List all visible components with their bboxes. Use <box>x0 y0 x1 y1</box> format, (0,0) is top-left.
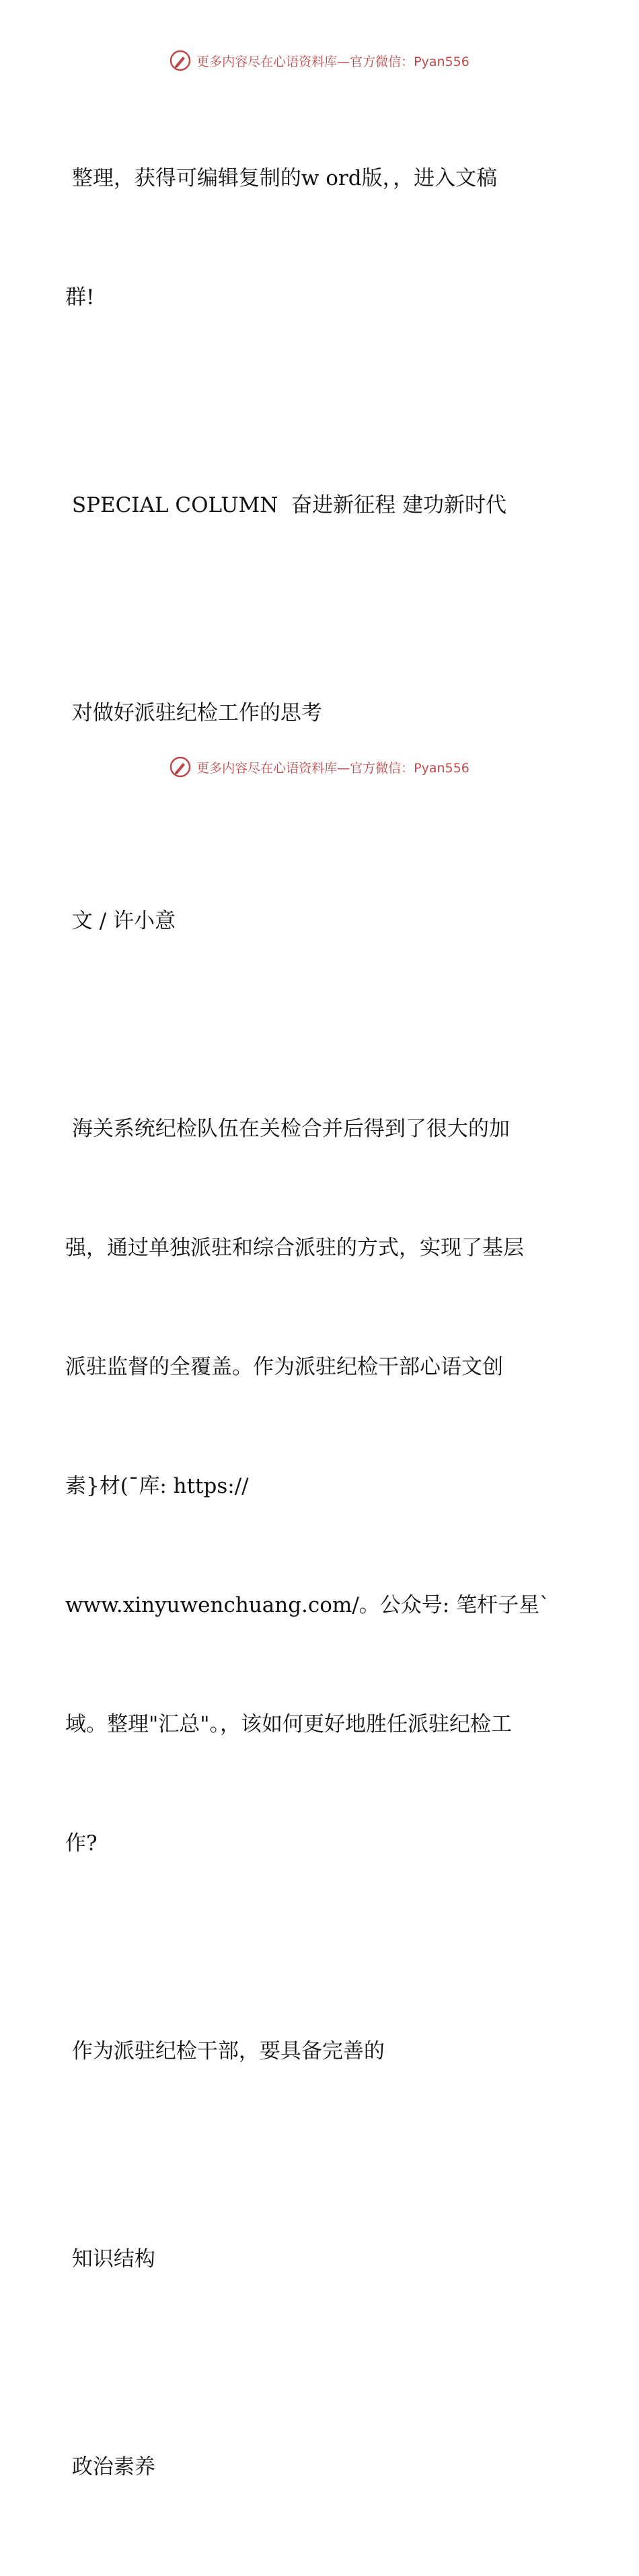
body-paragraph-2 <box>65 1952 576 2151</box>
paragraph-line: 强，通过单独派驻和综合派驻的方式，实现了基层 <box>65 1236 524 1260</box>
author-line: 文 / 许小意 <box>65 909 176 933</box>
body-paragraph-1 <box>65 1030 576 1943</box>
intro-paragraph <box>65 79 576 397</box>
document-body <box>65 79 576 2576</box>
column-line: SPECIAL COLUMN 奋进新征程 建功新时代 <box>65 493 506 517</box>
header-banner-text: 更多内容尽在心语资料库—官方微信：Pyan556 <box>196 54 469 69</box>
article-title <box>65 614 576 813</box>
paragraph-line: 作为派驻纪检干部，要具备完善的 <box>65 2039 385 2063</box>
intro-line: 整理，获得可编辑复制的w ord版，，进入文稿 <box>65 166 498 190</box>
paragraph-line: 政治素养 <box>65 2455 155 2479</box>
header-banner <box>0 47 639 74</box>
paragraph-line: 域。整理"汇总"。，该如何更好地胜任派驻纪检工 <box>65 1712 513 1736</box>
pen-logo-icon <box>170 50 191 71</box>
paragraph-line: 派驻监督的全覆盖。作为派驻纪检干部心语文创 <box>65 1355 503 1379</box>
section-heading-politics <box>65 2368 576 2567</box>
intro-line: 群! <box>65 285 95 309</box>
author-byline <box>65 822 576 1021</box>
pen-logo-icon <box>170 756 191 778</box>
paragraph-line: 作? <box>65 1831 98 1855</box>
column-label <box>65 406 576 605</box>
title-line: 对做好派驻纪检工作的思考 <box>65 701 322 725</box>
paragraph-line: 素}材(¯库: https:// <box>65 1474 249 1498</box>
section-heading-knowledge <box>65 2160 576 2359</box>
footer-banner-text: 更多内容尽在心语资料库—官方微信：Pyan556 <box>196 760 469 776</box>
footer-banner <box>0 753 639 780</box>
paragraph-line: 知识结构 <box>65 2247 155 2271</box>
paragraph-line: 海关系统纪检队伍在关检合并后得到了很大的加 <box>65 1117 510 1141</box>
paragraph-line: www.xinyuwenchuang.com/。公众号: 笔杆子星` <box>65 1593 550 1617</box>
